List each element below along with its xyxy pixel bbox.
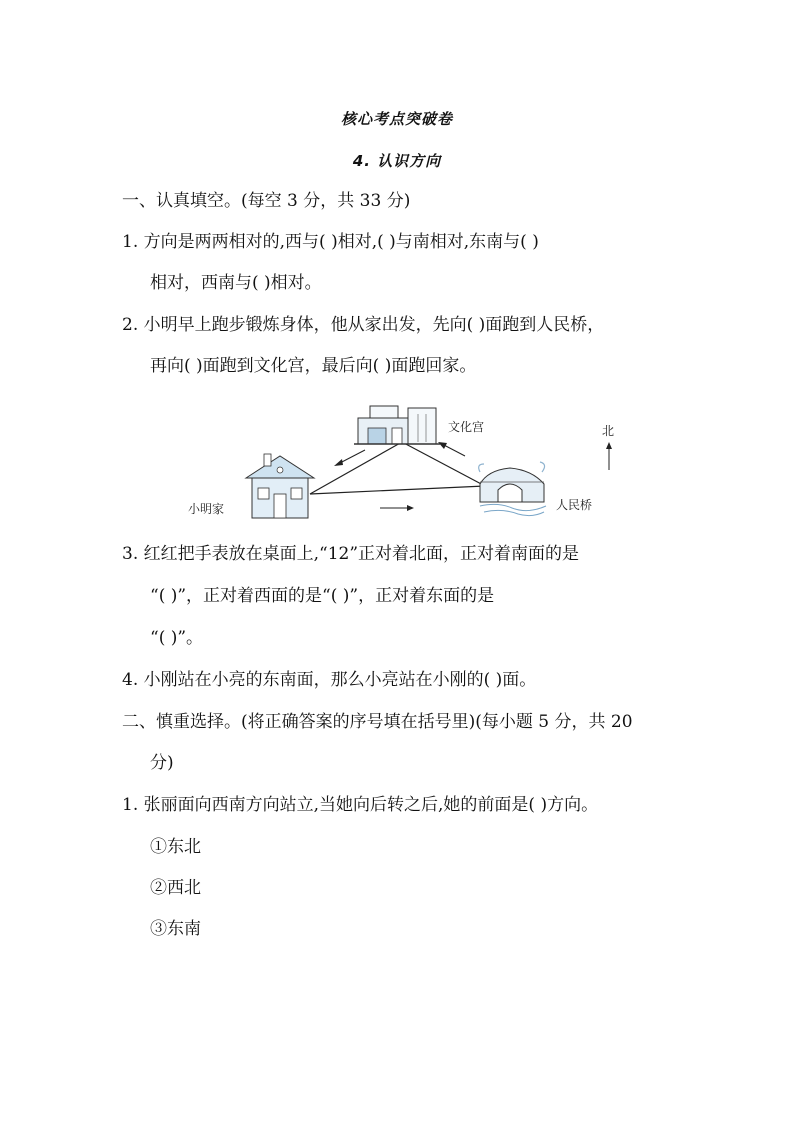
- q2-line2: 再向( )面跑到文化宫，最后向( )面跑回家。: [150, 356, 477, 376]
- arrow-to-home: [334, 450, 365, 466]
- option-3: ③东南: [150, 919, 201, 939]
- q3-line2: “( )”，正对着西面的是“( )”，正对着东面的是: [150, 586, 495, 606]
- section1-heading: 一、认真填空。(每空 3 分，共 33 分): [122, 191, 411, 211]
- route-bridge-palace: [402, 442, 485, 486]
- route-palace-home: [310, 442, 402, 494]
- label-north: 北: [602, 424, 615, 438]
- q3-line1: 3. 红红把手表放在桌面上,“12”正对着北面，正对着南面的是: [122, 544, 580, 564]
- section2-heading-line1: 二、慎重选择。(将正确答案的序号填在括号里)(每小题 5 分，共 20: [122, 712, 633, 732]
- section2-heading-line2: 分): [150, 753, 174, 773]
- option-2: ②西北: [150, 878, 201, 898]
- q4: 4. 小刚站在小亮的东南面，那么小亮站在小刚的( )面。: [122, 670, 537, 690]
- q1-line2: 相对，西南与( )相对。: [150, 273, 322, 293]
- q1-line1: 1. 方向是两两相对的,西与( )相对,( )与南相对,东南与( ): [122, 232, 539, 252]
- direction-diagram: [180, 398, 640, 528]
- arrow-to-palace: [438, 442, 465, 456]
- unit-title: 4. 认识方向: [352, 152, 442, 170]
- q2-line1: 2. 小明早上跑步锻炼身体，他从家出发，先向( )面跑到人民桥，: [122, 315, 605, 335]
- volume-title: 核心考点突破卷: [340, 110, 453, 128]
- label-culture-palace: 文化宫: [448, 420, 485, 434]
- s2-q1: 1. 张丽面向西南方向站立,当她向后转之后,她的前面是( )方向。: [122, 795, 599, 815]
- option-1: ①东北: [150, 837, 201, 857]
- culture-palace-icon: [354, 406, 440, 444]
- route-home-bridge: [310, 486, 485, 494]
- house-icon: [246, 454, 314, 518]
- label-xiaoming-home: 小明家: [188, 502, 225, 516]
- q3-line3: “( )”。: [150, 628, 204, 648]
- label-people-bridge: 人民桥: [556, 498, 593, 512]
- bridge-icon: [479, 462, 546, 516]
- north-arrow-icon: [606, 442, 612, 470]
- arrow-to-bridge: [380, 505, 414, 511]
